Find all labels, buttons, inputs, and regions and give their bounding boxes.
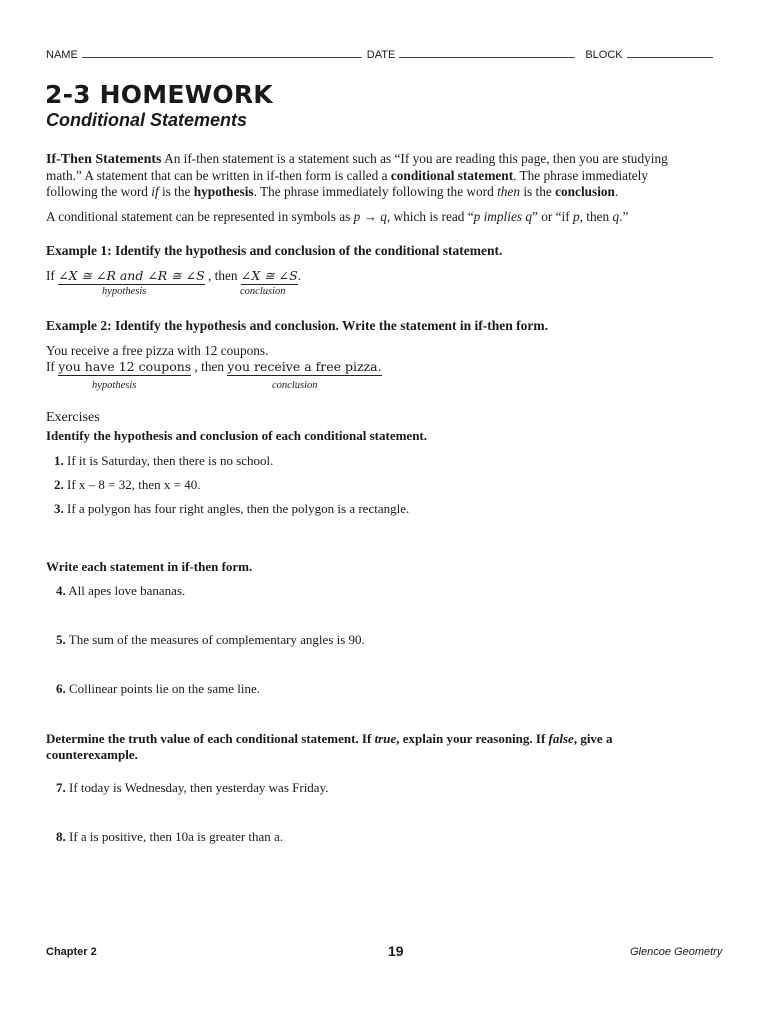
exercise-item: 7. If today is Wednesday, then yesterday was Friday. <box>56 780 329 795</box>
footer-chapter: Chapter 2 <box>46 946 97 958</box>
page-title: 2-3 HOMEWORK <box>45 80 273 109</box>
exercise-item: 2. If x – 8 = 32, then x = 40. <box>54 477 201 492</box>
example-2-hypothesis: you have 12 coupons <box>58 359 192 374</box>
exercise-item: 8. If a is positive, then 10a is greater than a. <box>56 829 284 844</box>
exercise-item: 3. If a polygon has four right angles, then the polygon is a rectangle. <box>54 501 410 516</box>
exercises-heading: Exercises <box>46 410 100 425</box>
example-1-statement: If ∠X ≅ ∠R and ∠R ≅ ∠S , then ∠X ≅ ∠S. <box>46 268 302 283</box>
exercises-instruction-1: Identify the hypothesis and conclusion of each conditional statement. <box>46 428 427 443</box>
example-2-ifthen: If you have 12 coupons , then you receive a free pizza. <box>46 359 382 374</box>
block-label: BLOCK <box>585 49 623 61</box>
example-2-heading: Example 2: Identify the hypothesis and conclusion. Write the statement in if-then form. <box>46 318 549 333</box>
name-field[interactable] <box>82 47 362 58</box>
footer-page-number: 19 <box>388 943 404 959</box>
date-field[interactable] <box>399 47 575 58</box>
example-2-conclusion-label: conclusion <box>272 380 318 391</box>
footer-book-title: Glencoe Geometry <box>630 946 723 958</box>
example-2-hypothesis-label: hypothesis <box>92 380 137 391</box>
exercise-item: 4. All apes love bananas. <box>56 583 186 598</box>
example-1-hypothesis: ∠X ≅ ∠R and ∠R ≅ ∠S <box>58 268 205 283</box>
exercise-item: 6. Collinear points lie on the same line. <box>56 681 260 696</box>
date-label: DATE <box>366 49 396 61</box>
student-info-header <box>46 47 724 61</box>
page-subtitle: Conditional Statements <box>46 110 248 130</box>
exercise-item: 1. If it is Saturday, then there is no school. <box>54 453 274 468</box>
example-1-heading: Example 1: Identify the hypothesis and conclusion of the conditional statement. <box>46 243 503 258</box>
example-2-statement: You receive a free pizza with 12 coupons. <box>46 343 269 358</box>
example-1-hypothesis-label: hypothesis <box>102 286 147 297</box>
intro-paragraph: If-Then Statements An if-then statement is a statement such as “If you are reading this page, then you are studying math.” A statement that can be written in if-then form is called a conditional statement. The phrase immediately following the word if is the hypothesis. The phrase immediately following the word then is the conclusion. <box>46 151 668 199</box>
exercises-instruction-2: Write each statement in if-then form. <box>46 559 253 574</box>
example-1-conclusion-label: conclusion <box>240 286 286 297</box>
exercise-item: 5. The sum of the measures of complementary angles is 90. <box>56 632 365 647</box>
example-1-conclusion: ∠X ≅ ∠S <box>240 268 298 283</box>
exercises-instruction-3: Determine the truth value of each conditional statement. If true, explain your reasoning. If false, give a counterexample. <box>46 731 613 762</box>
symbol-paragraph: A conditional statement can be represented in symbols as p → q, which is read “p implies q” or “if p, then q.” <box>46 209 629 224</box>
block-field[interactable] <box>627 47 713 58</box>
example-2-conclusion: you receive a free pizza. <box>227 359 382 374</box>
name-label: NAME <box>46 49 78 61</box>
